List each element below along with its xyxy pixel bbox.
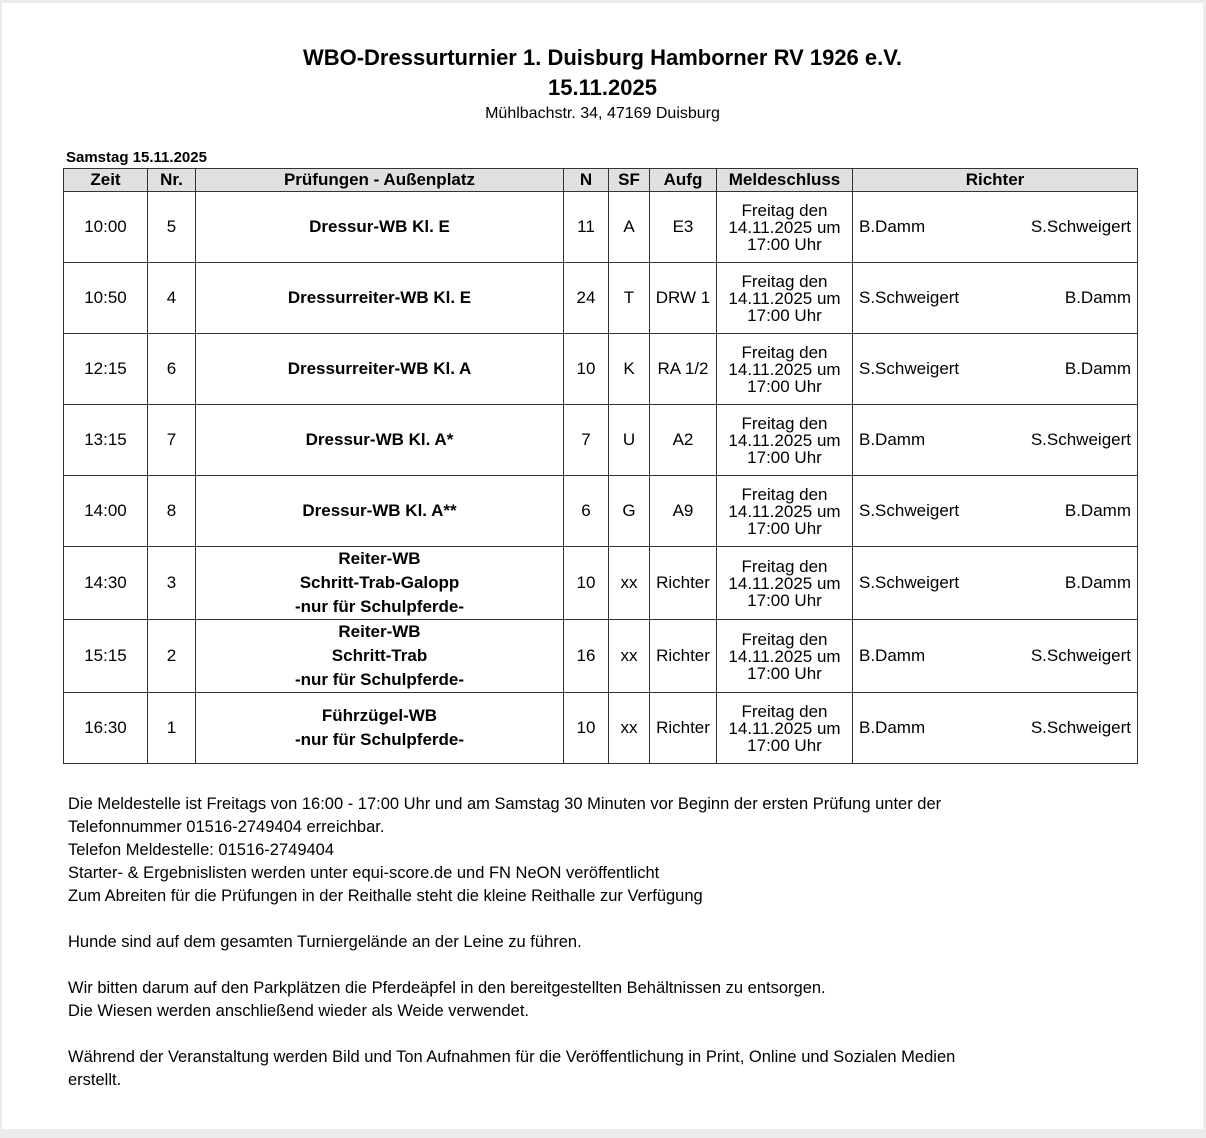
header-pruefung: Prüfungen - Außenplatz [196,169,564,192]
judges-pair [853,430,1137,450]
judge-2: S.Schweigert [1030,217,1131,236]
judges-pair [853,718,1137,738]
judge-2: B.Damm [1064,573,1131,592]
cell-zeit: 14:30 [64,547,148,620]
table-row [64,334,1138,405]
cell-pruefung [196,192,564,263]
cell-sf: xx [609,620,650,693]
cell-meldeschluss-line: 14.11.2025 um [728,573,841,593]
cell-meldeschluss [717,192,853,263]
cell-pruefung-line: -nur für Schulpferde- [294,730,465,749]
cell-pruefung-line: Reiter-WB [338,622,421,641]
cell-meldeschluss-line: Freitag den [741,629,828,649]
cell-nr: 6 [148,334,196,405]
cell-pruefung [196,547,564,620]
cell-pruefung-line: Dressur-WB Kl. A* [305,430,454,449]
table-header-row [64,169,1138,192]
cell-meldeschluss-line: 14.11.2025 um [728,430,841,450]
judge-1: S.Schweigert [859,501,960,520]
event-date: 15.11.2025 [548,75,657,100]
cell-sf: K [609,334,650,405]
schedule-table [63,168,1138,764]
cell-aufg: RA 1/2 [650,334,717,405]
notes-line: erstellt. [68,1071,122,1089]
cell-meldeschluss-line: 14.11.2025 um [728,288,841,308]
judge-1: S.Schweigert [859,359,960,378]
cell-sf: xx [609,693,650,764]
cell-meldeschluss-line: Freitag den [741,271,828,291]
cell-meldeschluss-line: Freitag den [741,484,828,504]
cell-sf: T [609,263,650,334]
cell-meldeschluss-line: 17:00 Uhr [747,663,822,683]
cell-nr: 5 [148,192,196,263]
notes-line: Hunde sind auf dem gesamten Turniergelände an der Leine zu führen. [68,933,582,951]
cell-pruefung-line: Reiter-WB [338,549,421,568]
cell-nr: 4 [148,263,196,334]
notes-paragraph [68,931,1128,954]
table-row [64,263,1138,334]
notes-line: Telefonnummer 01516-2749404 erreichbar. [68,818,385,836]
judge-2: S.Schweigert [1030,718,1131,737]
cell-n: 16 [564,620,609,693]
cell-meldeschluss [717,405,853,476]
cell-meldeschluss-line: 17:00 Uhr [747,590,822,610]
cell-nr: 7 [148,405,196,476]
cell-richter [853,263,1138,334]
cell-nr: 8 [148,476,196,547]
cell-meldeschluss-line: Freitag den [741,701,828,721]
cell-pruefung-line: Dressurreiter-WB Kl. A [287,359,472,378]
cell-aufg: E3 [650,192,717,263]
cell-aufg: Richter [650,693,717,764]
cell-pruefung [196,263,564,334]
notes-line: Die Meldestelle ist Freitags von 16:00 - 17:00 Uhr und am Samstag 30 Minuten vor Beginn der ersten Prüfung unter der [68,795,942,813]
cell-meldeschluss-line: 17:00 Uhr [747,735,822,755]
notes-paragraph [68,793,1128,908]
cell-n: 10 [564,547,609,620]
cell-nr: 2 [148,620,196,693]
judges-pair [853,217,1137,237]
judge-2: B.Damm [1064,501,1131,520]
notes-line: Telefon Meldestelle: 01516-2749404 [68,841,335,859]
judges-pair [853,646,1137,666]
cell-zeit: 12:15 [64,334,148,405]
cell-aufg: A2 [650,405,717,476]
cell-pruefung [196,693,564,764]
notes-line: Während der Veranstaltung werden Bild und Ton Aufnahmen für die Veröffentlichung in Print, Online und Sozialen Medien [68,1048,956,1066]
cell-zeit: 16:30 [64,693,148,764]
table-row [64,547,1138,620]
cell-richter [853,192,1138,263]
header-aufg: Aufg [650,169,717,192]
cell-meldeschluss [717,476,853,547]
cell-n: 7 [564,405,609,476]
notes-line: Zum Abreiten für die Prüfungen in der Reithalle steht die kleine Reithalle zur Verfügung [68,887,703,905]
cell-pruefung-line: Schritt-Trab [331,646,428,665]
table-row [64,405,1138,476]
header-sf: SF [609,169,650,192]
cell-pruefung-line: Dressur-WB Kl. A** [302,501,457,520]
cell-pruefung-line: Dressur-WB Kl. E [309,217,450,236]
cell-aufg: Richter [650,547,717,620]
cell-meldeschluss-line: 14.11.2025 um [728,359,841,379]
judge-2: B.Damm [1064,288,1131,307]
notes-section [68,793,1128,1092]
cell-meldeschluss [717,547,853,620]
header-n: N [564,169,609,192]
cell-meldeschluss-line: Freitag den [741,556,828,576]
cell-meldeschluss-line: 14.11.2025 um [728,646,841,666]
notes-paragraph [68,1046,1128,1092]
cell-aufg: Richter [650,620,717,693]
cell-meldeschluss-line: 14.11.2025 um [728,718,841,738]
judges-pair [853,501,1137,521]
cell-meldeschluss-line: 17:00 Uhr [747,447,822,467]
notes-paragraph [68,977,1128,1023]
cell-zeit: 13:15 [64,405,148,476]
cell-sf: A [609,192,650,263]
cell-pruefung [196,476,564,547]
cell-richter [853,547,1138,620]
cell-zeit: 10:00 [64,192,148,263]
judge-1: B.Damm [859,217,926,236]
cell-meldeschluss [717,620,853,693]
cell-nr: 3 [148,547,196,620]
header-meldeschluss: Meldeschluss [717,169,853,192]
judge-2: S.Schweigert [1030,430,1131,449]
cell-pruefung-line: -nur für Schulpferde- [294,597,465,616]
day-label: Samstag 15.11.2025 [66,149,207,166]
event-title: WBO-Dressurturnier 1. Duisburg Hamborner RV 1926 e.V. [302,45,903,70]
notes-line: Starter- & Ergebnislisten werden unter equi-score.de und FN NeON veröffentlicht [68,864,660,882]
cell-richter [853,620,1138,693]
header-richter: Richter [853,169,1138,192]
cell-sf: xx [609,547,650,620]
judge-2: S.Schweigert [1030,646,1131,665]
judge-2: B.Damm [1064,359,1131,378]
cell-aufg: A9 [650,476,717,547]
cell-richter [853,476,1138,547]
cell-richter [853,405,1138,476]
cell-pruefung-line: -nur für Schulpferde- [294,670,465,689]
judges-pair [853,288,1137,308]
table-row [64,620,1138,693]
judge-1: S.Schweigert [859,288,960,307]
cell-pruefung [196,620,564,693]
cell-meldeschluss-line: 17:00 Uhr [747,376,822,396]
cell-zeit: 10:50 [64,263,148,334]
cell-pruefung-line: Führzügel-WB [321,706,438,725]
header-nr: Nr. [148,169,196,192]
cell-meldeschluss [717,693,853,764]
cell-sf: U [609,405,650,476]
table-row [64,192,1138,263]
cell-pruefung-line: Schritt-Trab-Galopp [299,573,460,592]
cell-pruefung-line: Dressurreiter-WB Kl. E [287,288,472,307]
notes-line: Die Wiesen werden anschließend wieder als Weide verwendet. [68,1002,530,1020]
event-address: Mühlbachstr. 34, 47169 Duisburg [485,105,720,122]
cell-meldeschluss-line: 17:00 Uhr [747,518,822,538]
cell-aufg: DRW 1 [650,263,717,334]
cell-meldeschluss-line: 17:00 Uhr [747,305,822,325]
cell-sf: G [609,476,650,547]
cell-n: 10 [564,693,609,764]
judge-1: B.Damm [859,430,926,449]
cell-meldeschluss-line: 17:00 Uhr [747,234,822,254]
cell-meldeschluss-line: Freitag den [741,200,828,220]
schedule-body [64,192,1138,764]
cell-pruefung [196,405,564,476]
cell-richter [853,693,1138,764]
judge-1: S.Schweigert [859,573,960,592]
header-zeit: Zeit [64,169,148,192]
cell-n: 24 [564,263,609,334]
cell-pruefung [196,334,564,405]
cell-meldeschluss [717,263,853,334]
cell-zeit: 14:00 [64,476,148,547]
cell-zeit: 15:15 [64,620,148,693]
cell-n: 11 [564,192,609,263]
cell-nr: 1 [148,693,196,764]
judge-1: B.Damm [859,718,926,737]
notes-line: Wir bitten darum auf den Parkplätzen die Pferdeäpfel in den bereitgestellten Behältnissen zu entsorgen. [68,979,826,997]
cell-n: 6 [564,476,609,547]
cell-meldeschluss-line: 14.11.2025 um [728,501,841,521]
cell-richter [853,334,1138,405]
judge-1: B.Damm [859,646,926,665]
document-page [2,3,1203,1129]
table-row [64,693,1138,764]
cell-meldeschluss-line: Freitag den [741,342,828,362]
table-row [64,476,1138,547]
cell-meldeschluss [717,334,853,405]
cell-meldeschluss-line: Freitag den [741,413,828,433]
cell-meldeschluss-line: 14.11.2025 um [728,217,841,237]
cell-n: 10 [564,334,609,405]
judges-pair [853,573,1137,593]
judges-pair [853,359,1137,379]
